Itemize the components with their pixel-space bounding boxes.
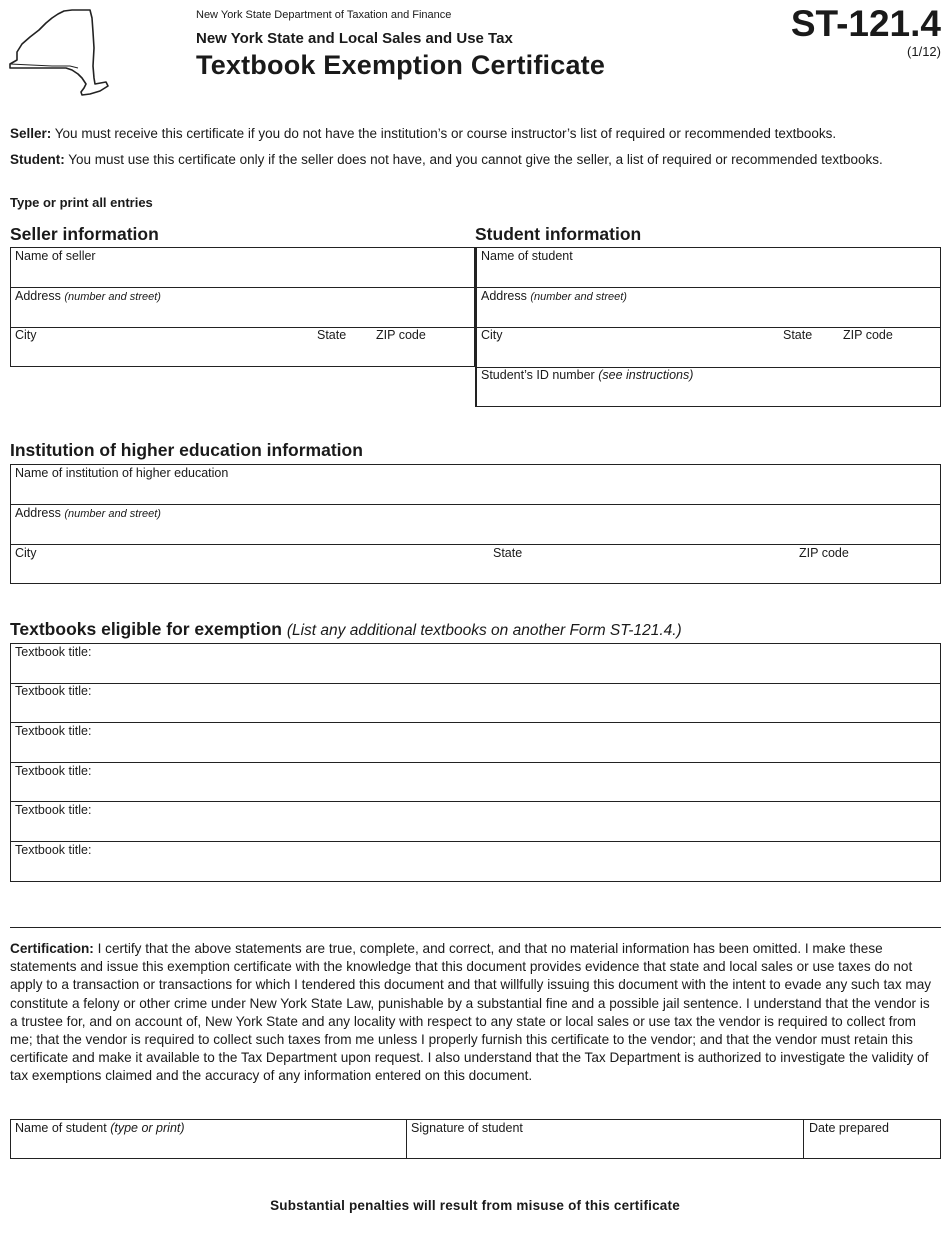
seller-state-label: State bbox=[317, 328, 347, 342]
textbook-title-label: Textbook title: bbox=[15, 724, 92, 738]
textbook-title-field[interactable] bbox=[15, 645, 91, 659]
certification-body: I certify that the above statements are true, complete, and correct, and that no material information has been omitted. I make these statements and issue this exemption certificate with the knowledge that this document provides evidence that state and local sales or use taxes do not apply to a transaction or transactions for which I tendered this document and that willfully issuing this document with the intent to evade any such tax may constitute a felony or other crime under New York State Law, punishable by a substantial fine and a possible jail sentence. I understand that the vendor is a trustee for, and on account of, New York State and any locality with respect to any state or local sales or use tax the vendor is required to collect from me; that the vendor is required to collect such taxes from me unless I properly furnish this certificate to the vendor; and that the vendor must retain this certificate and make it available to the Tax Department upon request. I also understand that the Tax Department is authorized to investigate the validity of tax exemptions claimed and the accuracy of any information entered on this document. bbox=[10, 941, 932, 1084]
student-id-field[interactable] bbox=[481, 368, 693, 382]
date-prepared-field[interactable] bbox=[809, 1121, 889, 1135]
textbook-title-label: Textbook title: bbox=[15, 843, 92, 857]
student-address-field[interactable] bbox=[481, 289, 627, 303]
textbooks-heading-text: Textbooks eligible for exemption bbox=[10, 619, 282, 639]
textbooks-heading bbox=[10, 619, 682, 640]
seller-instruction bbox=[10, 125, 940, 143]
textbook-title-field[interactable] bbox=[15, 764, 91, 778]
seller-address-field[interactable] bbox=[15, 289, 161, 303]
form-number: ST-121.4 bbox=[790, 3, 941, 44]
type-print-note: Type or print all entries bbox=[10, 195, 153, 210]
agency-name: New York State Department of Taxation and Finance bbox=[196, 9, 452, 21]
student-state-field[interactable] bbox=[783, 328, 812, 342]
institution-name-label: Name of institution of higher education bbox=[15, 466, 229, 480]
penalty-notice: Substantial penalties will result from misuse of this certificate bbox=[270, 1198, 680, 1213]
student-id-label: Student’s ID number bbox=[481, 368, 595, 382]
form-title: Textbook Exemption Certificate bbox=[196, 50, 606, 80]
textbook-title-field[interactable] bbox=[15, 803, 91, 817]
institution-address-label: Address bbox=[15, 506, 61, 520]
seller-instruction-text: You must receive this certificate if you do not have the institution’s or course instructor’s list of required or recommended textbooks. bbox=[51, 126, 837, 141]
form-revision: (1/12) bbox=[907, 44, 941, 59]
student-instruction bbox=[10, 151, 940, 169]
institution-zip-label: ZIP code bbox=[799, 546, 849, 560]
textbooks-box bbox=[10, 643, 941, 882]
seller-city-field[interactable] bbox=[15, 328, 37, 342]
student-city-label: City bbox=[481, 328, 503, 342]
student-zip-field[interactable] bbox=[843, 328, 893, 342]
certification-text bbox=[10, 940, 940, 1086]
student-name-field[interactable] bbox=[481, 249, 573, 263]
student-instruction-text: You must use this certificate only if the seller does not have, and you cannot give the seller, a list of required or recommended textbooks. bbox=[64, 152, 883, 167]
section-divider bbox=[10, 927, 941, 928]
textbook-title-field[interactable] bbox=[15, 684, 91, 698]
institution-info-box bbox=[10, 464, 941, 584]
student-print-name-field[interactable] bbox=[15, 1121, 185, 1135]
institution-name-field[interactable] bbox=[15, 466, 228, 480]
student-signature-label: Signature of student bbox=[411, 1121, 523, 1135]
seller-address-hint: (number and street) bbox=[64, 291, 161, 303]
institution-city-field[interactable] bbox=[15, 546, 37, 560]
certification-label: Certification: bbox=[10, 941, 94, 956]
seller-name-field[interactable] bbox=[15, 249, 96, 263]
form-subtitle: New York State and Local Sales and Use Tax bbox=[196, 30, 513, 47]
student-state-label: State bbox=[783, 328, 813, 342]
signature-box bbox=[10, 1119, 941, 1159]
seller-address-label: Address bbox=[15, 289, 61, 303]
student-address-hint: (number and street) bbox=[530, 291, 627, 303]
institution-info-heading: Institution of higher education information bbox=[10, 440, 363, 460]
seller-zip-field[interactable] bbox=[376, 328, 426, 342]
seller-info-heading: Seller information bbox=[10, 224, 159, 244]
student-zip-label: ZIP code bbox=[843, 328, 893, 342]
student-id-hint: (see instructions) bbox=[598, 368, 694, 382]
seller-name-label: Name of seller bbox=[15, 249, 96, 263]
date-prepared-label: Date prepared bbox=[809, 1121, 889, 1135]
institution-address-hint: (number and street) bbox=[64, 508, 161, 520]
institution-zip-field[interactable] bbox=[799, 546, 849, 560]
student-address-label: Address bbox=[481, 289, 527, 303]
institution-state-label: State bbox=[493, 546, 523, 560]
institution-address-field[interactable] bbox=[15, 506, 161, 520]
new-york-state-map-icon bbox=[8, 8, 112, 98]
student-instruction-label: Student: bbox=[10, 152, 65, 167]
student-print-name-hint: (type or print) bbox=[110, 1121, 185, 1135]
student-print-name-label: Name of student bbox=[15, 1121, 107, 1135]
seller-state-field[interactable] bbox=[317, 328, 346, 342]
student-info-box bbox=[475, 247, 941, 407]
seller-info-box bbox=[10, 247, 475, 367]
seller-zip-label: ZIP code bbox=[376, 328, 426, 342]
student-name-label: Name of student bbox=[481, 249, 573, 263]
textbook-title-field[interactable] bbox=[15, 724, 91, 738]
textbook-title-label: Textbook title: bbox=[15, 803, 92, 817]
seller-city-label: City bbox=[15, 328, 37, 342]
textbooks-heading-note: (List any additional textbooks on another Form ST-121.4.) bbox=[286, 622, 682, 639]
student-city-field[interactable] bbox=[481, 328, 503, 342]
textbook-title-label: Textbook title: bbox=[15, 764, 92, 778]
textbook-title-label: Textbook title: bbox=[15, 645, 92, 659]
textbook-title-field[interactable] bbox=[15, 843, 91, 857]
student-info-heading: Student information bbox=[475, 224, 642, 244]
institution-city-label: City bbox=[15, 546, 37, 560]
student-signature-field[interactable] bbox=[411, 1121, 523, 1135]
seller-instruction-label: Seller: bbox=[10, 126, 52, 141]
institution-state-field[interactable] bbox=[493, 546, 522, 560]
textbook-title-label: Textbook title: bbox=[15, 684, 92, 698]
